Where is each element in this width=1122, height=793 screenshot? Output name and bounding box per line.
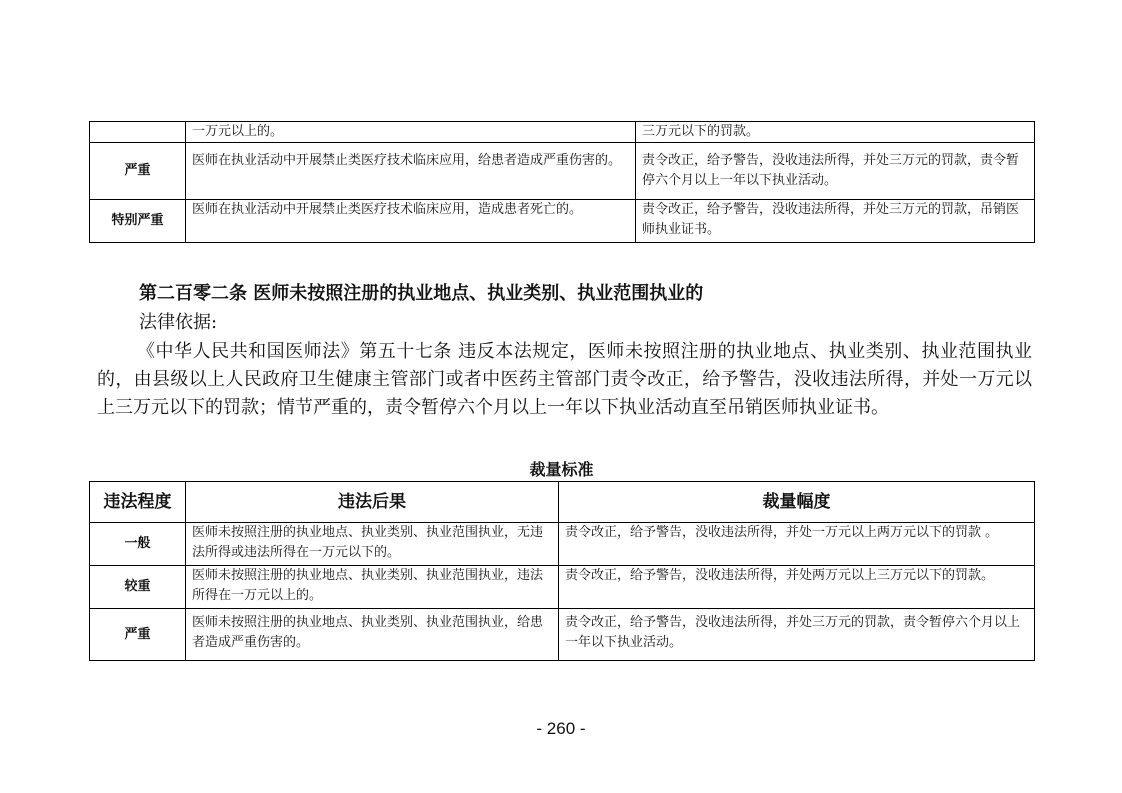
severity-cell: 较重	[90, 566, 186, 609]
consequence-cell: 医师在执业活动中开展禁止类医疗技术临床应用，给患者造成严重伤害的。	[186, 143, 636, 200]
table-row	[90, 523, 1035, 566]
table-row	[90, 200, 1035, 243]
table-caption: 裁量标准	[529, 460, 594, 479]
severity-cell: 严重	[90, 609, 186, 661]
penalty-cell: 责令改正，给予警告，没收违法所得，并处一万元以上两万元以下的罚款 。	[559, 523, 1035, 566]
penalty-cell: 三万元以下的罚款。	[636, 122, 1035, 143]
page-number: - 260 -	[536, 719, 586, 738]
penalty-cell: 责令改正，给予警告，没收违法所得，并处三万元的罚款，责令暂停六个月以上一年以下执业活动。	[559, 609, 1035, 661]
penalty-cell: 责令改正，给予警告，没收违法所得，并处三万元的罚款，责令暂停六个月以上一年以下执业活动。	[636, 143, 1035, 200]
penalty-cell: 责令改正，给予警告，没收违法所得，并处三万元的罚款，吊销医师执业证书。	[636, 200, 1035, 243]
column-header-consequence: 违法后果	[186, 482, 559, 523]
table-row	[90, 122, 1035, 143]
table-row	[90, 143, 1035, 200]
consequence-cell: 医师未按照注册的执业地点、执业类别、执业范围执业，违法所得在一万元以上的。	[186, 566, 559, 609]
legal-basis-label: 法律依据:	[139, 312, 218, 333]
article-heading: 第二百零二条 医师未按照注册的执业地点、执业类别、执业范围执业的	[139, 283, 704, 304]
consequence-cell: 医师在执业活动中开展禁止类医疗技术临床应用，造成患者死亡的。	[186, 200, 636, 243]
penalty-cell: 责令改正，给予警告，没收违法所得，并处两万元以上三万元以下的罚款。	[559, 566, 1035, 609]
severity-cell: 严重	[90, 143, 186, 200]
column-header-penalty: 裁量幅度	[559, 482, 1035, 523]
table-row	[90, 566, 1035, 609]
consequence-cell: 医师未按照注册的执业地点、执业类别、执业范围执业，无违法所得或违法所得在一万元以下的。	[186, 523, 559, 566]
table-row	[90, 609, 1035, 661]
consequence-cell: 一万元以上的。	[186, 122, 636, 143]
severity-cell: 特别严重	[90, 200, 186, 243]
header-row	[90, 482, 1035, 523]
severity-cell	[90, 122, 186, 143]
severity-cell: 一般	[90, 523, 186, 566]
column-header-level: 违法程度	[90, 482, 186, 523]
continued-penalty-table	[89, 121, 1035, 243]
consequence-cell: 医师未按照注册的执业地点、执业类别、执业范围执业，给患者造成严重伤害的。	[186, 609, 559, 661]
law-text-paragraph: 《中华人民共和国医师法》第五十七条 违反本法规定，医师未按照注册的执业地点、执业类别、执业范围执业的，由县级以上人民政府卫生健康主管部门或者中医药主管部门责令改正，给予警告，没收违法所得，并处一万元以上三万元以下的罚款；情节严重的，责令暂停六个月以上一年以下执业活动直至吊销医师执业证书。	[97, 341, 1032, 418]
discretion-standard-table	[89, 481, 1035, 661]
